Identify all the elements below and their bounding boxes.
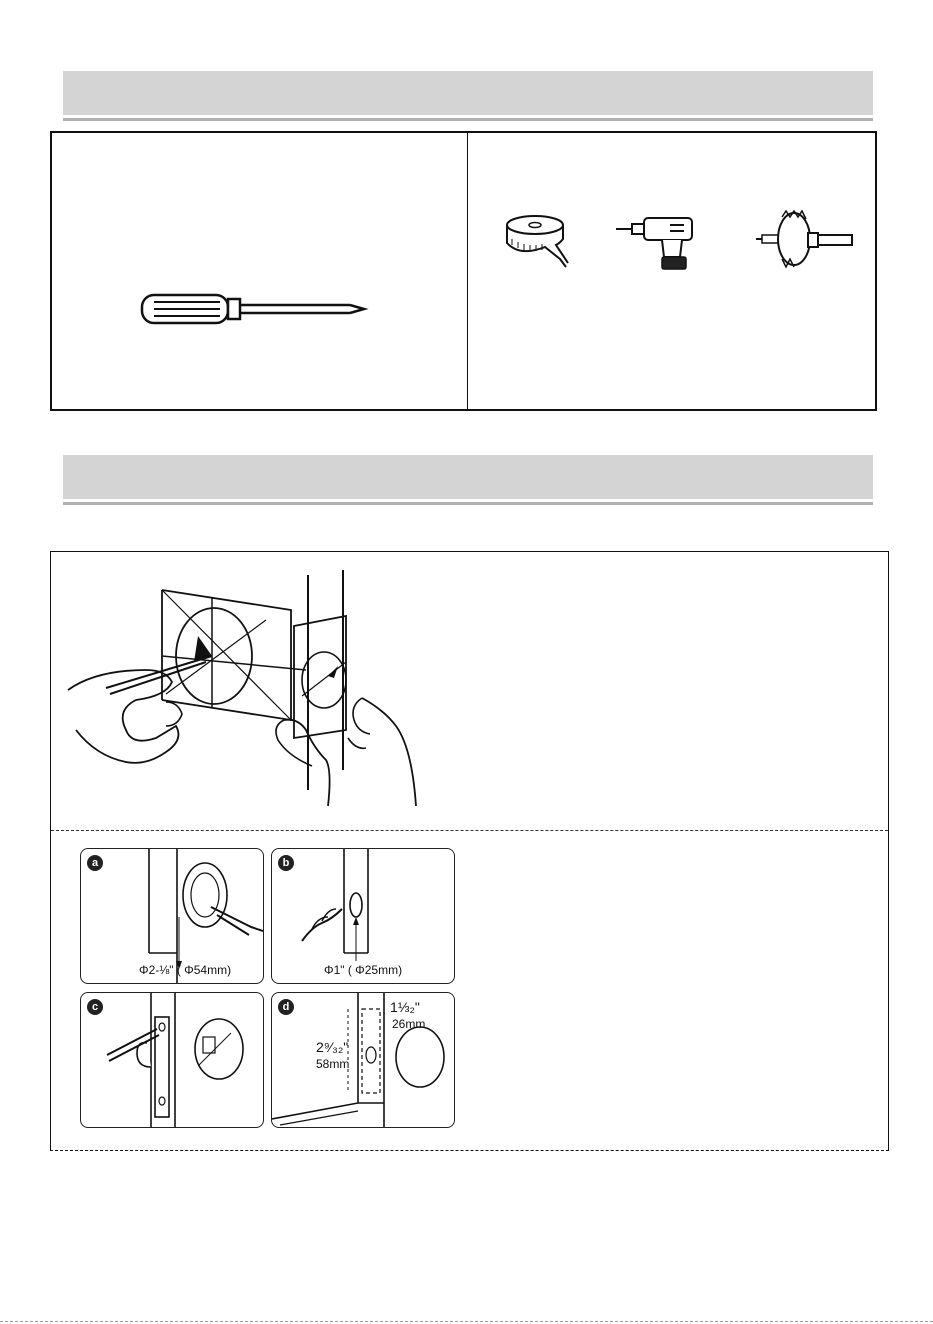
section-rule [63,118,873,121]
step-badge-d: d [278,999,294,1015]
step-divider [51,830,888,831]
installation-box [50,551,889,1151]
section-header-installation [63,455,873,499]
tools-divider [467,133,468,409]
step-panel-d [271,992,455,1128]
dimension-label-top-in: 1⅓₂" [390,999,420,1015]
power-drill-icon [614,215,698,273]
measuring-tape-icon [500,213,570,269]
step-badge-a: a [87,855,103,871]
tools-box [50,131,877,411]
latch-install-illustration [81,993,263,1127]
dimension-label-side-mm: 58mm [316,1057,350,1071]
section-header-tools [63,71,873,115]
screwdriver-icon [140,291,370,327]
hole-saw-icon [754,209,856,271]
step-panel-c [80,992,264,1128]
section-rule [63,502,873,505]
page-bottom-rule [0,1321,933,1322]
step-panel-b [271,848,455,984]
dimension-label-top-mm: 26mm [392,1017,426,1031]
step-badge-c: c [87,999,103,1015]
step-panel-a [80,848,264,984]
dimension-label: Φ2-⅛" ( Φ54mm) [139,963,232,977]
door-template-marking-illustration [66,570,426,812]
dimension-label-side-in: 2⁹⁄₃₂" [316,1039,349,1055]
strike-mortise-illustration [272,993,454,1127]
dimension-label: Φ1" ( Φ25mm) [324,963,403,977]
step-badge-b: b [278,855,294,871]
